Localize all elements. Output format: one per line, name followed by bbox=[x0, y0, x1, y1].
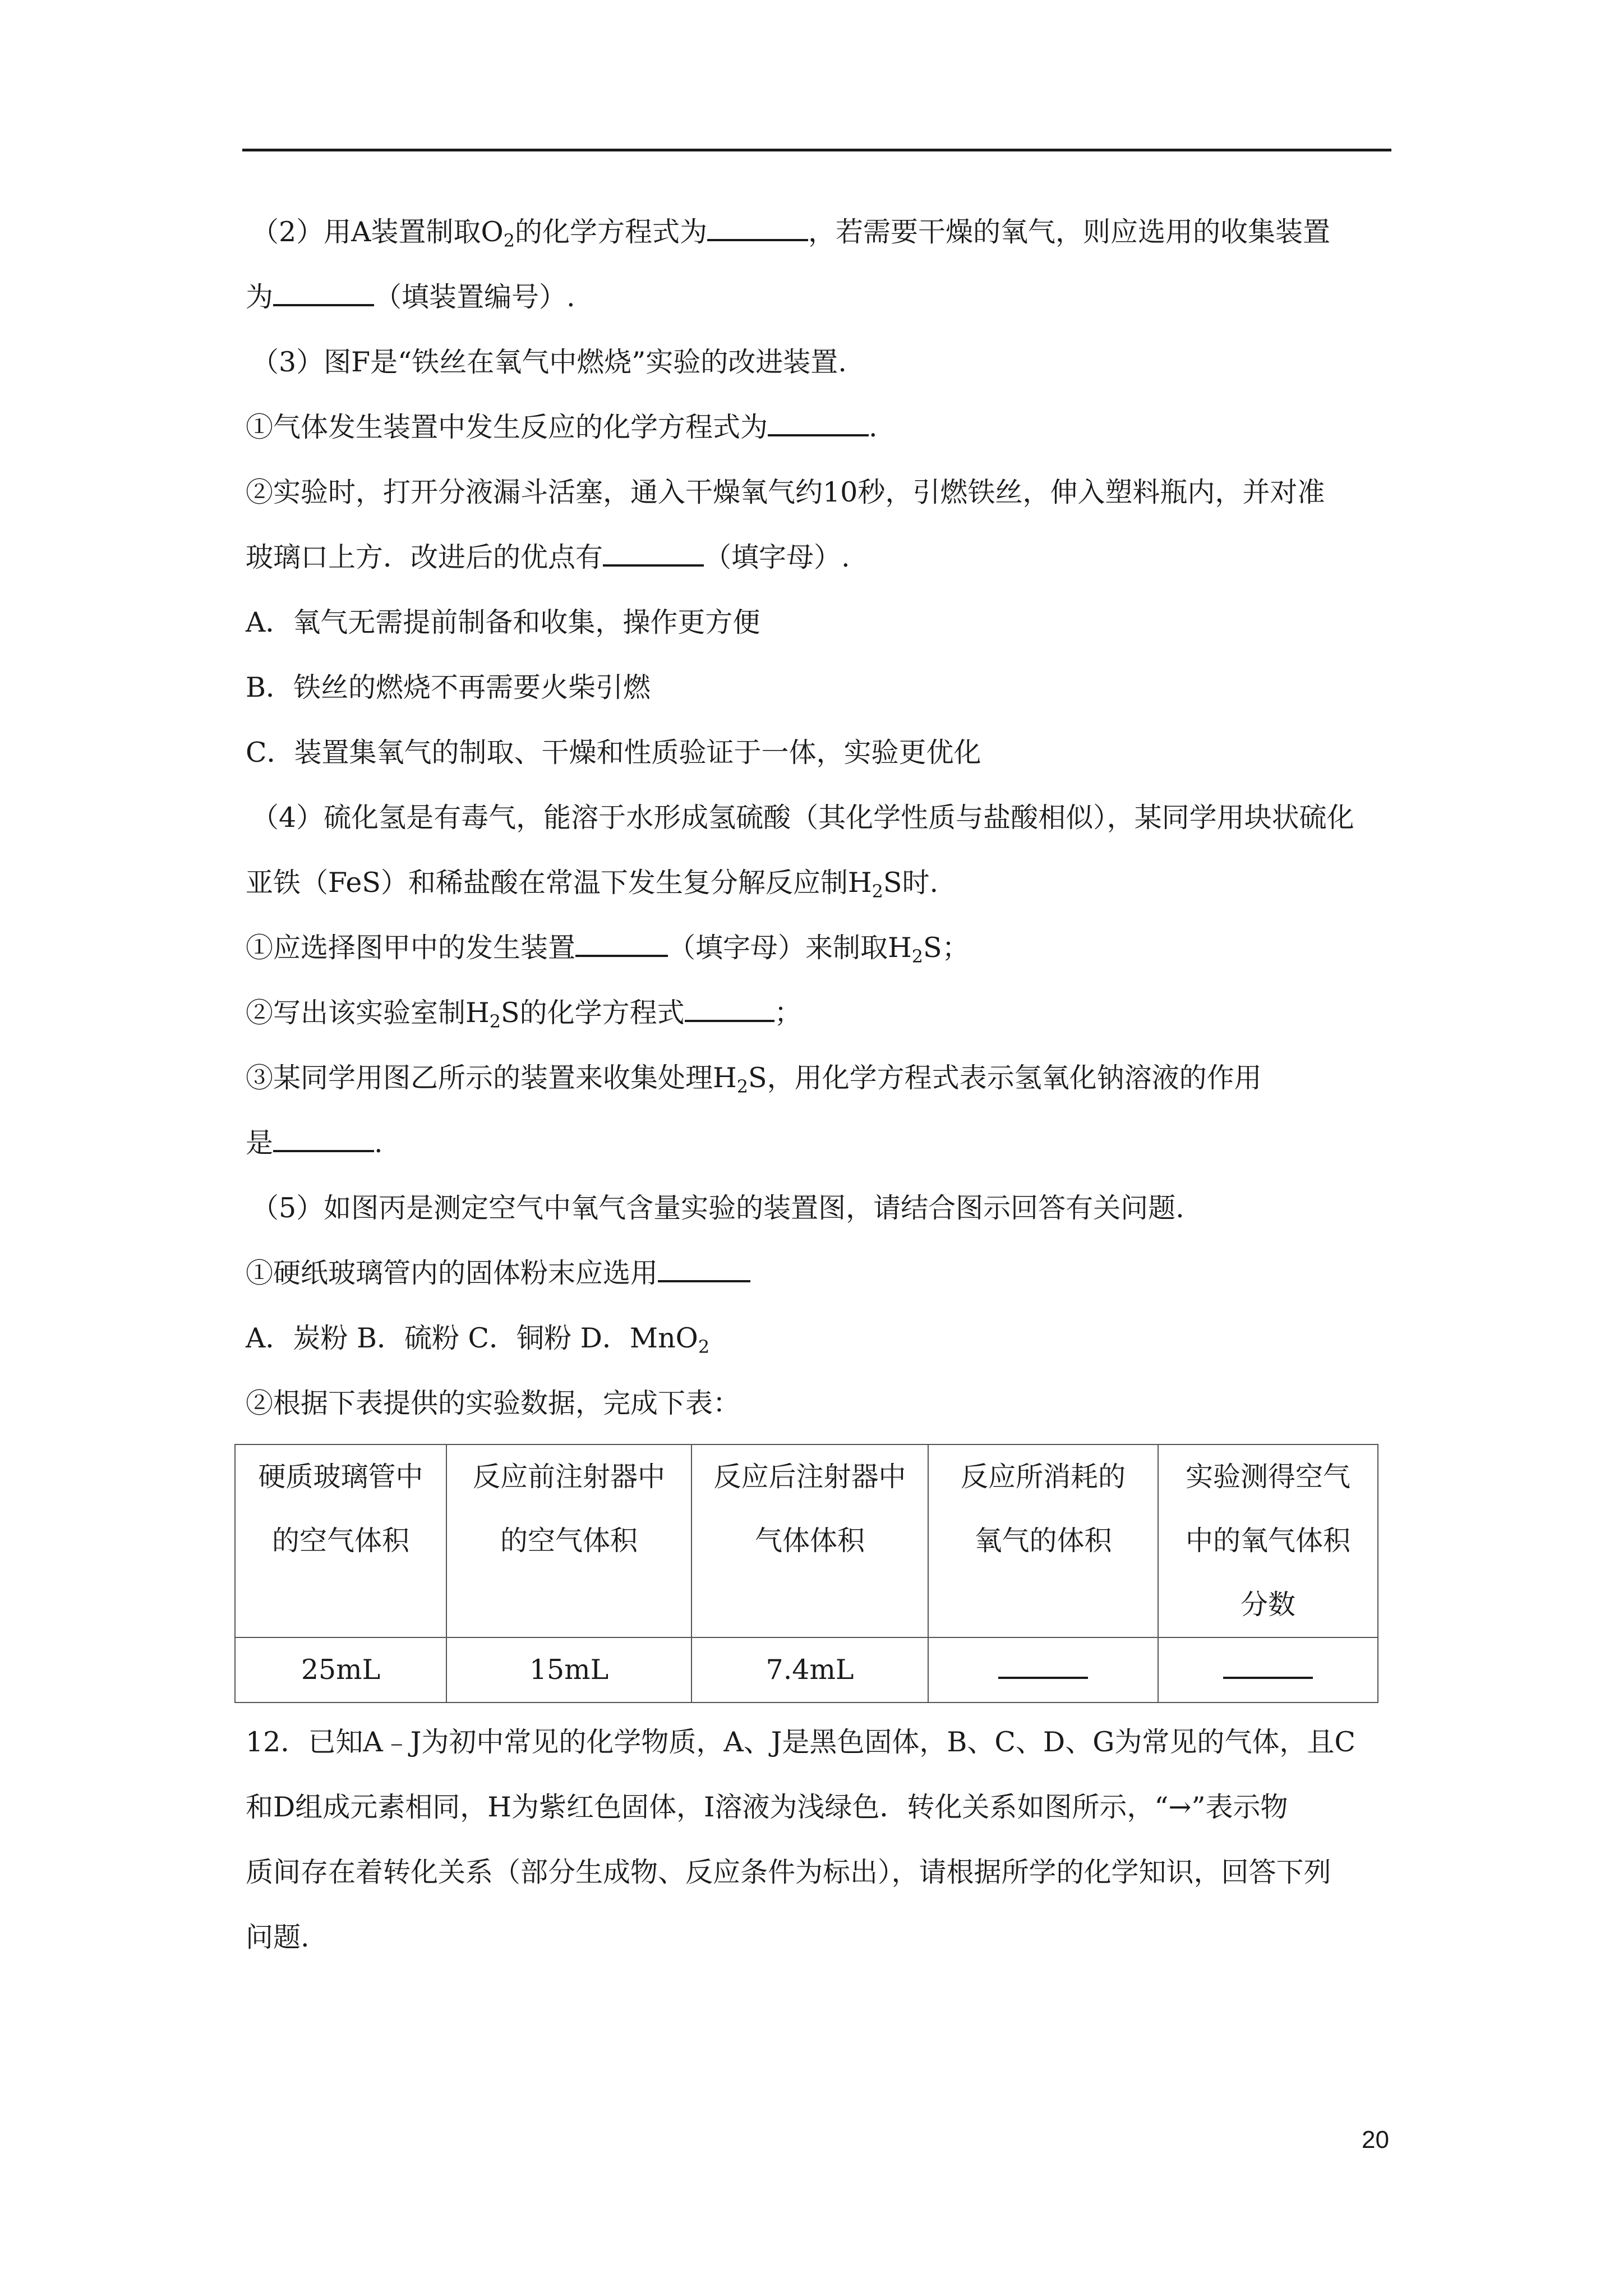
table-cell: 7.4mL bbox=[691, 1637, 928, 1703]
header-line: 反应所消耗的 bbox=[960, 1461, 1126, 1493]
text: S时. bbox=[883, 867, 939, 899]
table-header-cell bbox=[691, 1444, 928, 1637]
q2-line2 bbox=[246, 265, 1395, 330]
q4-step3-line2 bbox=[246, 1111, 1395, 1176]
table-header-cell bbox=[446, 1444, 691, 1637]
header-line: 的空气体积 bbox=[271, 1525, 409, 1557]
text: 的化学方程式为 bbox=[515, 216, 708, 248]
text: 是 bbox=[246, 1127, 274, 1159]
text: ②写出该实验室制H bbox=[246, 997, 490, 1029]
answer-blank[interactable] bbox=[685, 995, 774, 1022]
q3-option-a: A．氧气无需提前制备和收集，操作更方便 bbox=[246, 606, 760, 638]
q4-step1 bbox=[246, 915, 1395, 981]
text: ，若需要干燥的氧气，则应选用的收集装置 bbox=[808, 216, 1331, 248]
text: ①硬纸玻璃管内的固体粉末应选用 bbox=[246, 1257, 658, 1289]
header-line: 中的氧气体积 bbox=[1185, 1525, 1350, 1557]
table-cell-blank[interactable] bbox=[1158, 1637, 1378, 1703]
q12-line4: 问题. bbox=[246, 1921, 310, 1953]
header-line: 实验测得空气 bbox=[1185, 1461, 1350, 1493]
header-line: 气体体积 bbox=[754, 1525, 865, 1557]
q4-step3-line1 bbox=[246, 1046, 1395, 1111]
q12-line3: 质间存在着转化关系（部分生成物、反应条件为标出），请根据所学的化学知识，回答下列 bbox=[246, 1856, 1331, 1888]
header-rule bbox=[242, 149, 1391, 151]
answer-blank[interactable] bbox=[575, 930, 668, 957]
table-cell: 25mL bbox=[235, 1637, 446, 1703]
text: ①气体发生装置中发生反应的化学方程式为 bbox=[246, 411, 768, 443]
q3-option-c: C．装置集氧气的制取、干燥和性质验证于一体，实验更优化 bbox=[246, 737, 981, 769]
data-table-wrap bbox=[234, 1444, 1395, 1703]
table-header-cell bbox=[928, 1444, 1158, 1637]
q3-option-b: B．铁丝的燃烧不再需要火柴引燃 bbox=[246, 671, 651, 703]
page-number: 20 bbox=[1362, 2126, 1389, 2154]
q2-line1 bbox=[246, 200, 1395, 265]
table-header-row bbox=[235, 1444, 1378, 1637]
table-cell-blank[interactable] bbox=[928, 1637, 1158, 1703]
subscript: 2 bbox=[911, 945, 924, 967]
text: A．炭粉 B．硫粉 C．铜粉 D．MnO bbox=[246, 1322, 698, 1354]
text: ③某同学用图乙所示的装置来收集处理H bbox=[246, 1062, 737, 1094]
subscript: 2 bbox=[872, 880, 883, 902]
text: 为 bbox=[246, 281, 274, 313]
subscript: 2 bbox=[489, 1010, 501, 1032]
text: （填字母）. bbox=[704, 541, 850, 573]
page-content bbox=[246, 200, 1395, 1970]
text: . bbox=[869, 411, 878, 443]
text: ； bbox=[774, 997, 802, 1029]
text: S； bbox=[923, 932, 970, 964]
text: 亚铁（FeS）和稀盐酸在常温下发生复分解反应制H bbox=[246, 867, 872, 899]
header-line: 硬质玻璃管中 bbox=[258, 1461, 423, 1493]
header-line: 的空气体积 bbox=[500, 1525, 638, 1557]
q5-title: （5）如图丙是测定空气中氧气含量实验的装置图，请结合图示回答有关问题. bbox=[251, 1192, 1184, 1224]
table-header-cell bbox=[1158, 1444, 1378, 1637]
answer-blank[interactable] bbox=[658, 1255, 750, 1282]
subscript: 2 bbox=[698, 1336, 710, 1358]
header-line: 反应前注射器中 bbox=[472, 1461, 665, 1493]
answer-blank[interactable] bbox=[603, 540, 704, 567]
q3-step2-line2 bbox=[246, 525, 1395, 590]
q12-line1: 12．已知A﹣J为初中常见的化学物质，A、J是黑色固体，B、C、D、G为常见的气体，且C bbox=[246, 1726, 1355, 1758]
q4-step2 bbox=[246, 981, 1395, 1046]
answer-blank[interactable] bbox=[273, 1125, 374, 1152]
table-row bbox=[235, 1637, 1378, 1703]
subscript: 2 bbox=[736, 1075, 748, 1097]
answer-blank[interactable] bbox=[998, 1652, 1088, 1679]
text: （2）用A装置制取O bbox=[251, 216, 504, 248]
q4-line1: （4）硫化氢是有毒气，能溶于水形成氢硫酸（其化学性质与盐酸相似），某同学用块状硫化 bbox=[251, 802, 1354, 834]
text: S，用化学方程式表示氢氧化钠溶液的作用 bbox=[748, 1062, 1262, 1094]
text: S的化学方程式 bbox=[501, 997, 685, 1029]
q5-step1 bbox=[246, 1241, 1395, 1306]
text: （填装置编号）. bbox=[374, 281, 575, 313]
header-line: 反应后注射器中 bbox=[713, 1461, 906, 1493]
header-line: 氧气的体积 bbox=[974, 1525, 1112, 1557]
q5-step2: ②根据下表提供的实验数据，完成下表： bbox=[246, 1387, 741, 1419]
text: ①应选择图甲中的发生装置 bbox=[246, 932, 576, 964]
table-cell: 15mL bbox=[446, 1637, 691, 1703]
q5-options bbox=[246, 1306, 1395, 1371]
text: （填字母）来制取H bbox=[668, 932, 912, 964]
header-line: 分数 bbox=[1240, 1589, 1295, 1621]
subscript: 2 bbox=[503, 229, 515, 251]
answer-blank[interactable] bbox=[273, 279, 374, 306]
data-table bbox=[234, 1444, 1378, 1703]
answer-blank[interactable] bbox=[707, 214, 808, 241]
text: . bbox=[374, 1127, 383, 1159]
q3-title: （3）图F是“铁丝在氧气中燃烧”实验的改进装置. bbox=[251, 346, 847, 378]
q3-step1 bbox=[246, 395, 1395, 460]
text: 玻璃口上方．改进后的优点有 bbox=[246, 541, 603, 573]
q4-line2 bbox=[246, 850, 1395, 915]
answer-blank[interactable] bbox=[1223, 1652, 1313, 1679]
q3-step2-line1: ②实验时，打开分液漏斗活塞，通入干燥氧气约10秒，引燃铁丝，伸入塑料瓶内，并对准 bbox=[246, 476, 1325, 508]
q12-block bbox=[246, 1710, 1395, 1970]
table-header-cell bbox=[235, 1444, 446, 1637]
answer-blank[interactable] bbox=[768, 409, 869, 436]
q12-line2: 和D组成元素相同，H为紫红色固体，I溶液为浅绿色．转化关系如图所示，“→”表示物 bbox=[246, 1791, 1288, 1823]
